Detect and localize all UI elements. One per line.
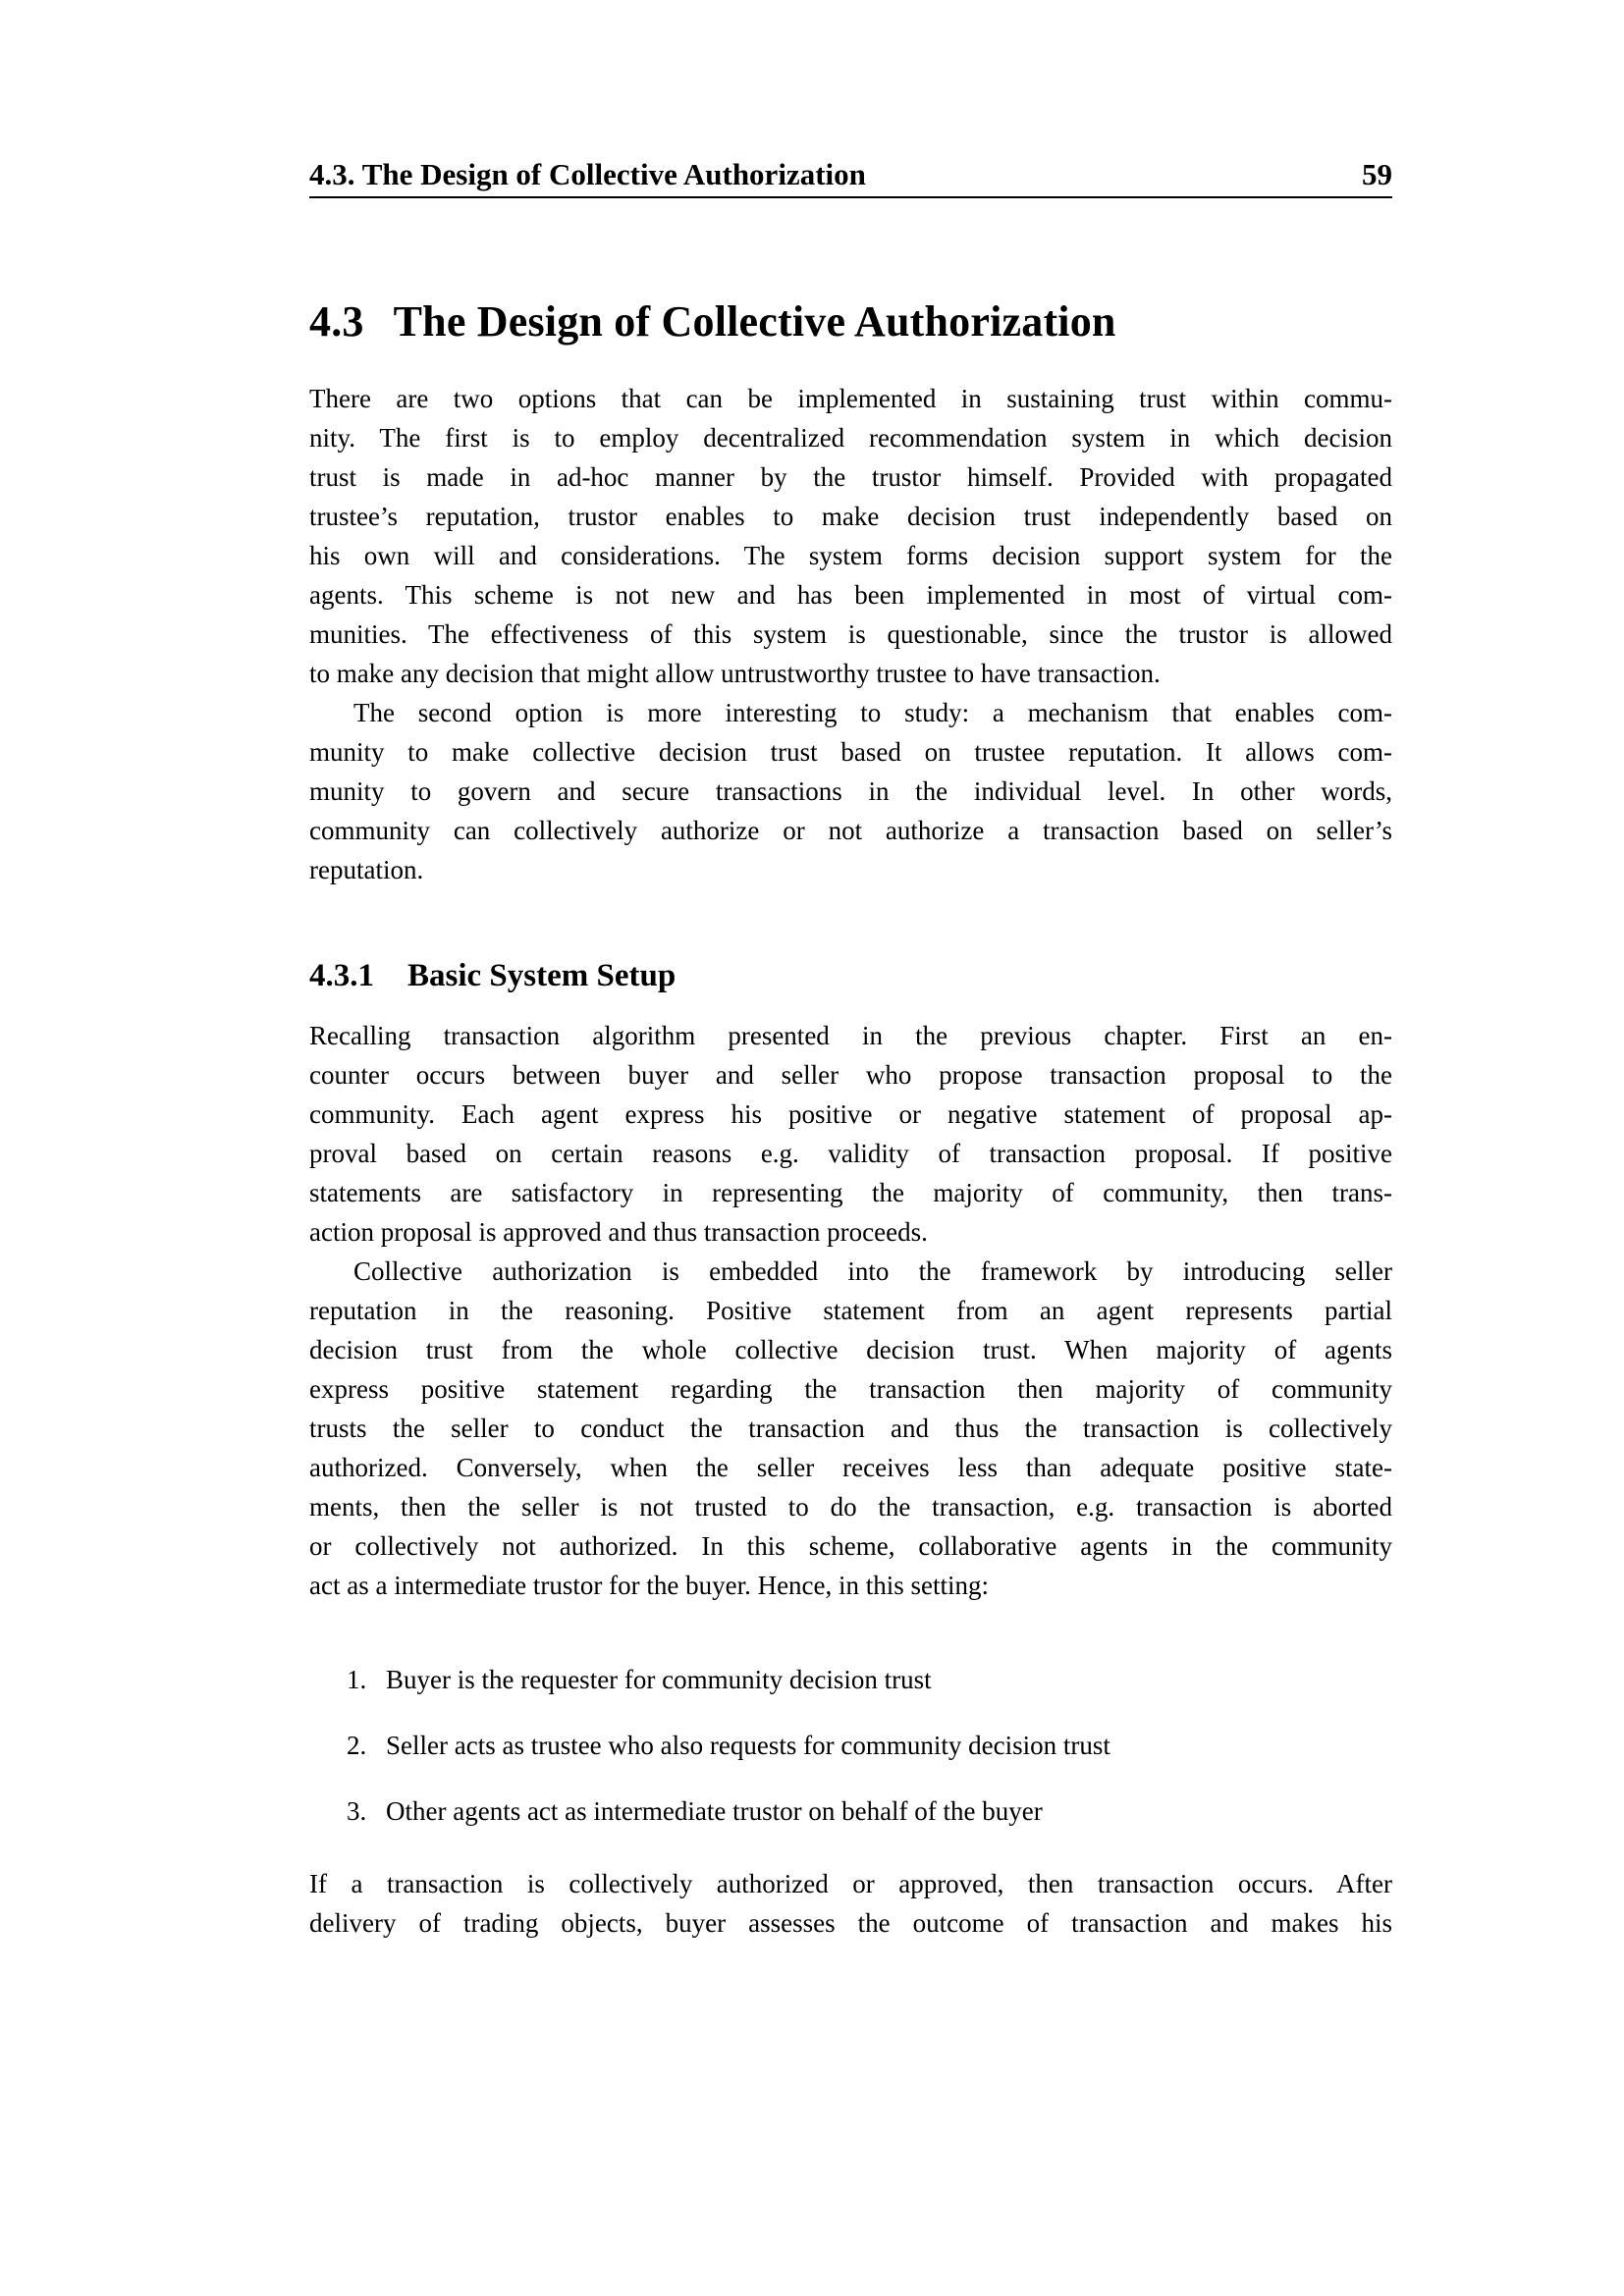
text-line: action proposal is approved and thus transaction proceeds. bbox=[309, 1217, 928, 1247]
text-line: ments, then the seller is not trusted to do the transaction, e.g. transaction is aborted bbox=[309, 1492, 1392, 1522]
subsection-number: 4.3.1 bbox=[309, 958, 374, 993]
text-line: munities. The effectiveness of this system is questionable, since the trustor is allowed bbox=[309, 619, 1392, 649]
text-line: reputation in the reasoning. Positive statement from an agent represents partial bbox=[309, 1296, 1392, 1325]
text-line: There are two options that can be implemented in sustaining trust within commu- bbox=[309, 384, 1392, 413]
text-line: counter occurs between buyer and seller who propose transaction proposal to the bbox=[309, 1060, 1392, 1090]
text-line: trust is made in ad-hoc manner by the trustor himself. Provided with propagated bbox=[309, 462, 1392, 492]
text-line: trusts the seller to conduct the transaction and thus the transaction is collectively bbox=[309, 1414, 1392, 1443]
paragraph bbox=[309, 1864, 1392, 1943]
paragraph bbox=[309, 1252, 1392, 1605]
content-flow bbox=[309, 0, 1392, 1943]
list-item-number: 1. bbox=[347, 1665, 367, 1694]
list-item-text: Seller acts as trustee who also requests for community decision trust bbox=[386, 1731, 1110, 1760]
section-title: The Design of Collective Authorization bbox=[393, 297, 1116, 346]
text-line: proval based on certain reasons e.g. validity of transaction proposal. If positive bbox=[309, 1139, 1392, 1168]
text-line: munity to make collective decision trust based on trustee reputation. It allows com- bbox=[309, 737, 1392, 767]
text-line: community. Each agent express his positive or negative statement of proposal ap- bbox=[309, 1099, 1392, 1129]
text-line: trustee’s reputation, trustor enables to make decision trust independently based on bbox=[309, 502, 1392, 531]
ordered-list bbox=[309, 1660, 1392, 1831]
text-line: to make any decision that might allow untrustworthy trustee to have transaction. bbox=[309, 659, 1161, 688]
text-line: If a transaction is collectively authorized or approved, then transaction occurs. After bbox=[309, 1869, 1392, 1898]
text-line: or collectively not authorized. In this scheme, collaborative agents in the community bbox=[309, 1531, 1392, 1561]
text-line: delivery of trading objects, buyer assesses the outcome of transaction and makes his bbox=[309, 1908, 1392, 1938]
list-item-number: 3. bbox=[347, 1796, 367, 1826]
paragraph bbox=[309, 379, 1392, 693]
page-number: 59 bbox=[1362, 157, 1392, 191]
text-line: reputation. bbox=[309, 855, 424, 884]
text-line: Collective authorization is embedded into the framework by introducing seller bbox=[353, 1256, 1392, 1286]
section-heading bbox=[309, 297, 1392, 346]
text-line: act as a intermediate trustor for the buyer. Hence, in this setting: bbox=[309, 1571, 990, 1600]
list-item-text: Buyer is the requester for community decision trust bbox=[386, 1665, 932, 1694]
paragraph bbox=[309, 1016, 1392, 1252]
text-line: Recalling transaction algorithm presented in the previous chapter. First an en- bbox=[309, 1021, 1392, 1050]
list-item-number: 2. bbox=[347, 1731, 367, 1760]
list-item bbox=[309, 1791, 1392, 1831]
text-line: community can collectively authorize or not authorize a transaction based on seller’s bbox=[309, 816, 1392, 845]
text-line: his own will and considerations. The system forms decision support system for the bbox=[309, 541, 1392, 570]
running-header-title: 4.3. The Design of Collective Authorization bbox=[309, 157, 866, 191]
paragraph bbox=[309, 693, 1392, 889]
text-line: express positive statement regarding the transaction then majority of community bbox=[309, 1374, 1392, 1404]
text-line: munity to govern and secure transactions in the individual level. In other words, bbox=[309, 776, 1392, 806]
list-item bbox=[309, 1726, 1392, 1765]
section-number: 4.3 bbox=[309, 297, 364, 346]
text-line: decision trust from the whole collective decision trust. When majority of agents bbox=[309, 1335, 1392, 1364]
subsection-title: Basic System Setup bbox=[407, 958, 677, 993]
list-item-text: Other agents act as intermediate trustor on behalf of the buyer bbox=[386, 1796, 1043, 1826]
text-line: The second option is more interesting to study: a mechanism that enables com- bbox=[353, 698, 1392, 727]
text-line: nity. The first is to employ decentralized recommendation system in which decision bbox=[309, 423, 1392, 453]
list-item bbox=[309, 1660, 1392, 1699]
text-line: agents. This scheme is not new and has been implemented in most of virtual com- bbox=[309, 580, 1392, 610]
text-line: authorized. Conversely, when the seller receives less than adequate positive state- bbox=[309, 1453, 1392, 1482]
subsection-heading bbox=[309, 956, 1392, 995]
text-line: statements are satisfactory in representing the majority of community, then trans- bbox=[309, 1178, 1392, 1207]
